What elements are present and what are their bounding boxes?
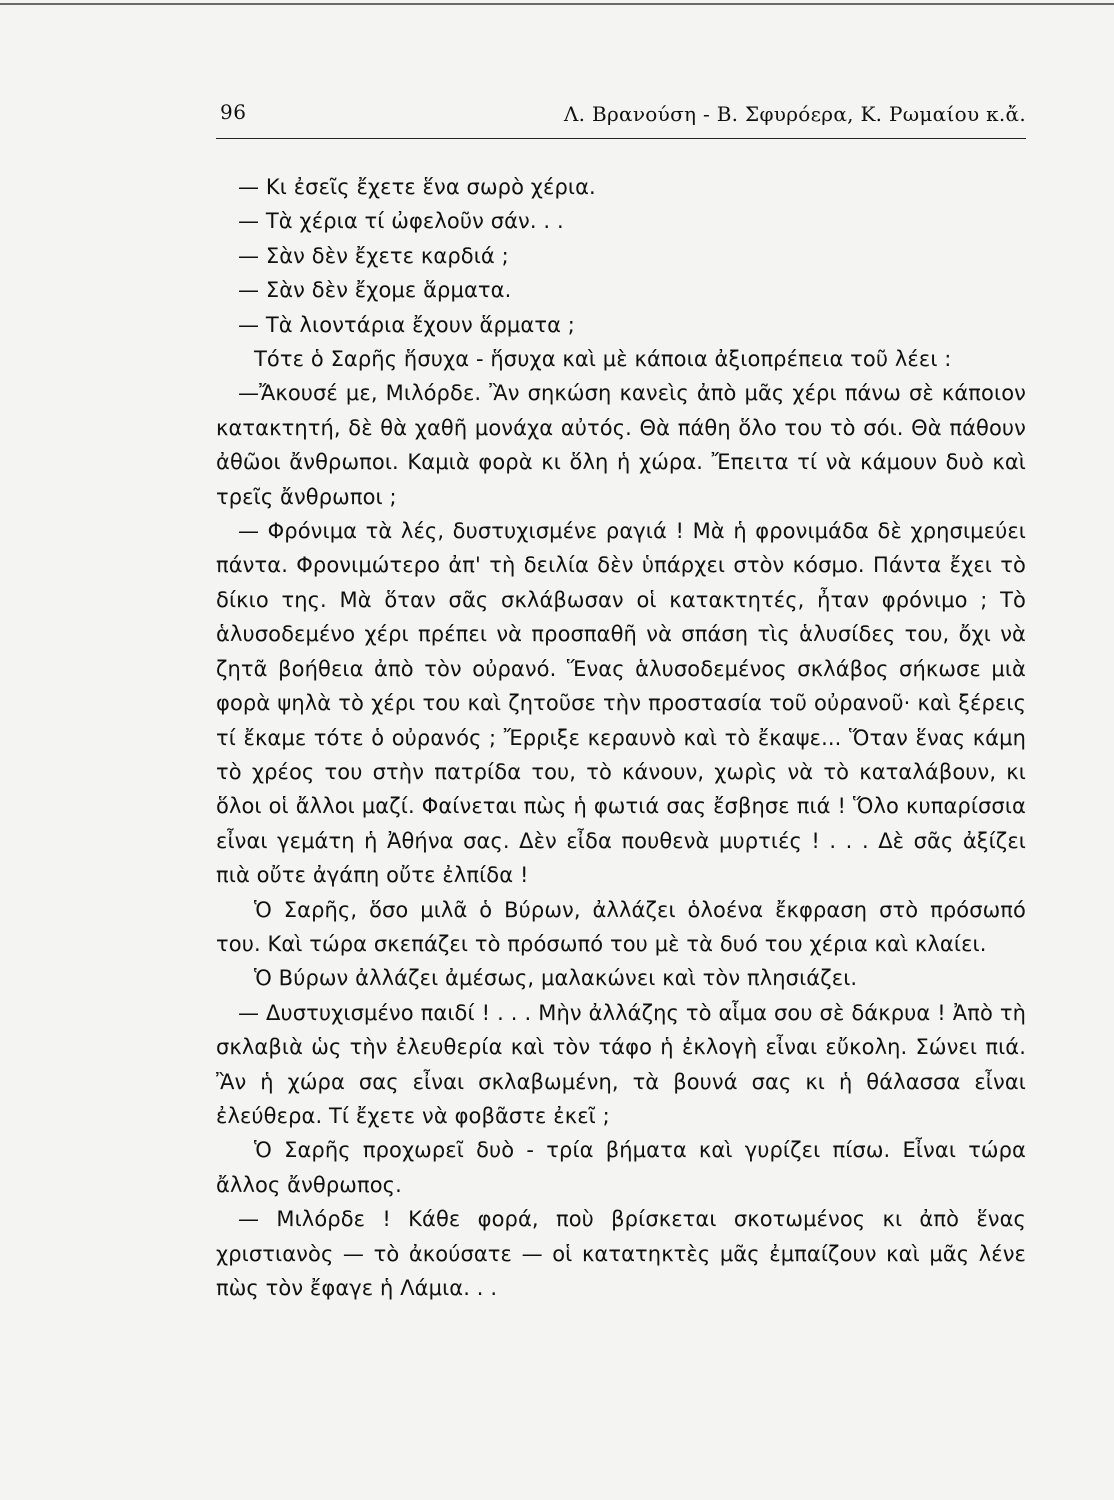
book-page bbox=[216, 100, 1026, 1300]
page-number: 96 bbox=[220, 100, 247, 124]
paragraph: Ὁ Σαρῆς προχωρεῖ δυὸ - τρία βήματα καὶ γυρίζει πίσω. Εἶναι τώρα ἄλλος ἄνθρωπος. bbox=[216, 1138, 1026, 1197]
paragraph: — Σὰν δὲν ἔχομε ἅρματα. bbox=[238, 278, 512, 303]
running-title: Λ. Βρανούση - Β. Σφυρόερα, Κ. Ρωμαίου κ.ἄ. bbox=[563, 102, 1026, 126]
body-text bbox=[216, 170, 1026, 1305]
paragraph: — Μιλόρδε ! Κάθε φορά, ποὺ βρίσκεται σκοτωμένος κι ἀπὸ ἕνας χριστιανὸς — τὸ ἀκούσατε — οἱ κατατηκτὲς μᾶς ἐμπαίζουν καὶ μᾶς λένε πὼς τὸν ἔφαγε ἡ Λάμια. . . bbox=[216, 1207, 1026, 1300]
paragraph: — Τὰ χέρια τί ὠφελοῦν σάν. . . bbox=[238, 209, 564, 234]
paragraph: Ὁ Βύρων ἀλλάζει ἀμέσως, μαλακώνει καὶ τὸν πλησιάζει. bbox=[254, 966, 858, 991]
paragraph: — Τὰ λιοντάρια ἔχουν ἅρματα ; bbox=[238, 312, 575, 337]
paragraph: — Δυστυχισμένο παιδί ! . . . Μὴν ἀλλάζης τὸ αἷμα σου σὲ δάκρυα ! Ἀπὸ τὴ σκλαβιὰ ὡς τὴν ἐλευθερία καὶ τὸν τάφο ἡ ἐκλογὴ εἶναι εὔκολη. Σώνει πιά. Ἂν ἡ χώρα σας εἶναι σκλαβωμένη, τὰ βουνά σας κι ἡ θάλασσα εἶναι ἐλεύθερα. Τί ἔχετε νὰ φοβᾶστε ἐκεῖ ; bbox=[216, 1000, 1026, 1128]
paragraph: Ὁ Σαρῆς, ὅσο μιλᾶ ὁ Βύρων, ἀλλάζει ὁλοένα ἔκφραση στὸ πρόσωπό του. Καὶ τώρα σκεπάζει τὸ πρόσωπό του μὲ τὰ δυό του χέρια καὶ κλαίει. bbox=[216, 897, 1026, 956]
paragraph: Τότε ὁ Σαρῆς ἥσυχα - ἥσυχα καὶ μὲ κάποια ἀξιοπρέπεια τοῦ λέει : bbox=[254, 347, 952, 372]
header-rule bbox=[216, 138, 1026, 139]
page-header bbox=[216, 100, 1026, 138]
paragraph: — Κι ἐσεῖς ἔχετε ἕνα σωρὸ χέρια. bbox=[238, 175, 596, 199]
scan-top-edge bbox=[0, 3, 1114, 5]
paragraph: —Ἄκουσέ με, Μιλόρδε. Ἂν σηκώση κανεὶς ἀπὸ μᾶς χέρι πάνω σὲ κάποιον κατακτητή, δὲ θὰ χαθῆ μονάχα αὐτός. Θὰ πάθη ὅλο του τὸ σόι. Θὰ πάθουν ἀθῶοι ἄνθρωποι. Καμιὰ φορὰ κι ὅλη ἡ χώρα. Ἔπειτα τί νὰ κάμουν δυὸ καὶ τρεῖς ἄνθρωποι ; bbox=[216, 381, 1026, 509]
paragraph: — Σὰν δὲν ἔχετε καρδιά ; bbox=[238, 243, 509, 268]
paragraph: — Φρόνιμα τὰ λές, δυστυχισμένε ραγιά ! Μὰ ἡ φρονιμάδα δὲ χρησιμεύει πάντα. Φρονιμώτερο ἀπ' τὴ δειλία δὲν ὑπάρχει στὸν κόσμο. Πάντα ἔχει τὸ δίκιο της. Μὰ ὅταν σᾶς σκλάβωσαν οἱ κατακτητές, ἦταν φρόνιμο ; Τὸ ἁλυσοδεμένο χέρι πρέπει νὰ προσπαθῆ νὰ σπάση τὶς ἁλυσίδες του, ὄχι νὰ ζητᾶ βοήθεια ἀπὸ τὸν οὐρανό. Ἕνας ἁλυσοδεμένος σκλάβος σήκωσε μιὰ φορὰ ψηλὰ τὸ χέρι του καὶ ζητοῦσε τὴν προστασία τοῦ οὐρανοῦ· καὶ ξέρεις τί ἔκαμε τότε ὁ οὐρανός ; Ἔρριξε κεραυνὸ καὶ τὸ ἔκαψε... Ὅταν ἕνας κάμη τὸ χρέος του στὴν πατρίδα του, τὸ κάνουν, χωρὶς νὰ τὸ καταλάβουν, κι ὅλοι οἱ ἄλλοι μαζί. Φαίνεται πὼς ἡ φωτιά σας ἔσβησε πιά ! Ὅλο κυπαρίσσια εἶναι γεμάτη ἡ Ἀθήνα σας. Δὲν εἶδα πουθενὰ μυρτιές ! . . . Δὲ σᾶς ἀξίζει πιὰ οὔτε ἀγάπη οὔτε ἐλπίδα ! bbox=[216, 519, 1026, 888]
